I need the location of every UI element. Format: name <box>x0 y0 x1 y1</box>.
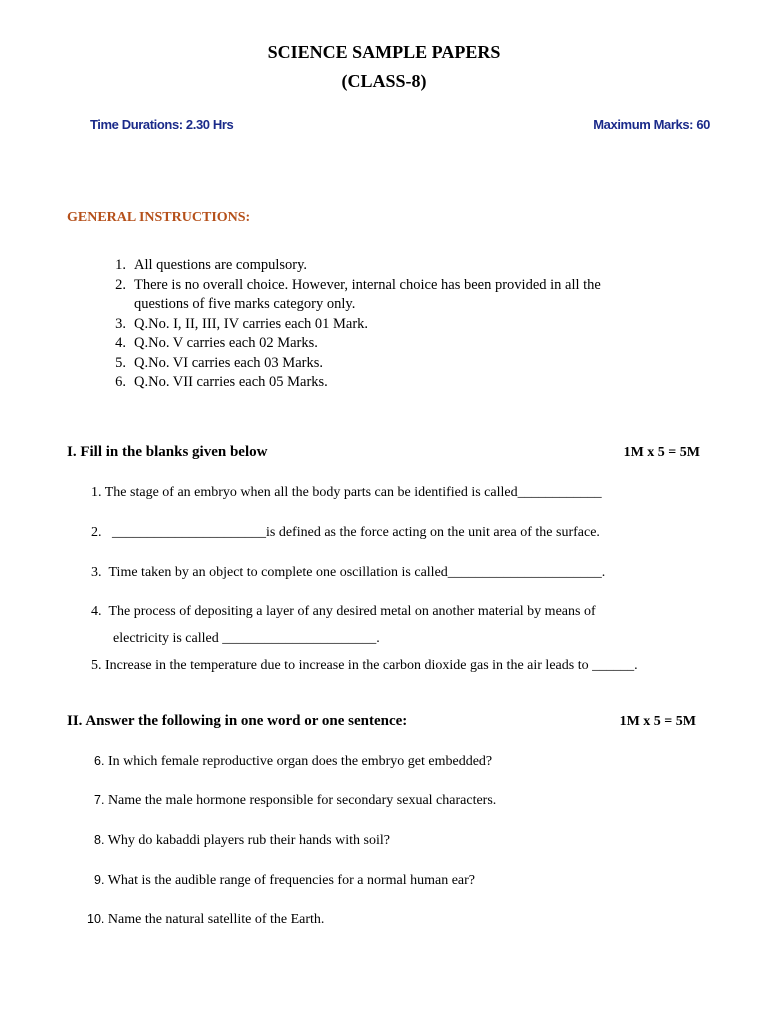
instructions-list <box>104 256 601 393</box>
maximum-marks: Maximum Marks: 60 <box>593 117 710 132</box>
page-subtitle: (CLASS-8) <box>341 71 427 91</box>
question-7: 7. Name the male hormone responsible for secondary sexual characters. <box>94 793 497 808</box>
instruction-item: 5. Q.No. VI carries each 03 Marks. <box>115 354 323 371</box>
question-9: 9. What is the audible range of frequencies for a normal human ear? <box>94 873 476 888</box>
question-4-continuation: electricity is called ______________________. <box>113 631 380 646</box>
instruction-item: 3. Q.No. I, II, III, IV carries each 01 Mark. <box>115 315 369 332</box>
question-8: 8. Why do kabaddi players rub their hands with soil? <box>94 833 390 848</box>
question-2: 2. ______________________is defined as the force acting on the unit area of the surface. <box>91 525 600 540</box>
time-duration: Time Durations: 2.30 Hrs <box>90 117 234 132</box>
question-6: 6. In which female reproductive organ does the embryo get embedded? <box>94 754 493 769</box>
section-1-marks: 1M x 5 = 5M <box>623 445 700 460</box>
instruction-item: 6. Q.No. VII carries each 05 Marks. <box>115 374 328 390</box>
instruction-item: 4. Q.No. V carries each 02 Marks. <box>115 335 318 351</box>
question-4: 4. The process of depositing a layer of any desired metal on another material by means of <box>91 604 596 619</box>
question-3: 3. Time taken by an object to complete one oscillation is called______________________. <box>91 565 606 580</box>
section-2-heading: II. Answer the following in one word or one sentence: <box>67 713 408 729</box>
section-1-heading: I. Fill in the blanks given below <box>67 444 268 460</box>
instructions-heading: GENERAL INSTRUCTIONS: <box>67 210 251 225</box>
instruction-item-continuation: questions of five marks category only. <box>134 296 356 312</box>
question-10: 10. Name the natural satellite of the Earth. <box>87 912 325 927</box>
instruction-item: 1. All questions are compulsory. <box>115 257 308 273</box>
instruction-item: 2. There is no overall choice. However, internal choice has been provided in all the <box>115 276 601 293</box>
section-2-marks: 1M x 5 = 5M <box>619 714 696 729</box>
page-title: SCIENCE SAMPLE PAPERS <box>267 42 501 62</box>
question-5: 5. Increase in the temperature due to increase in the carbon dioxide gas in the air leads to ______. <box>91 658 638 673</box>
question-1: 1. The stage of an embryo when all the body parts can be identified is called____________ <box>91 485 602 500</box>
